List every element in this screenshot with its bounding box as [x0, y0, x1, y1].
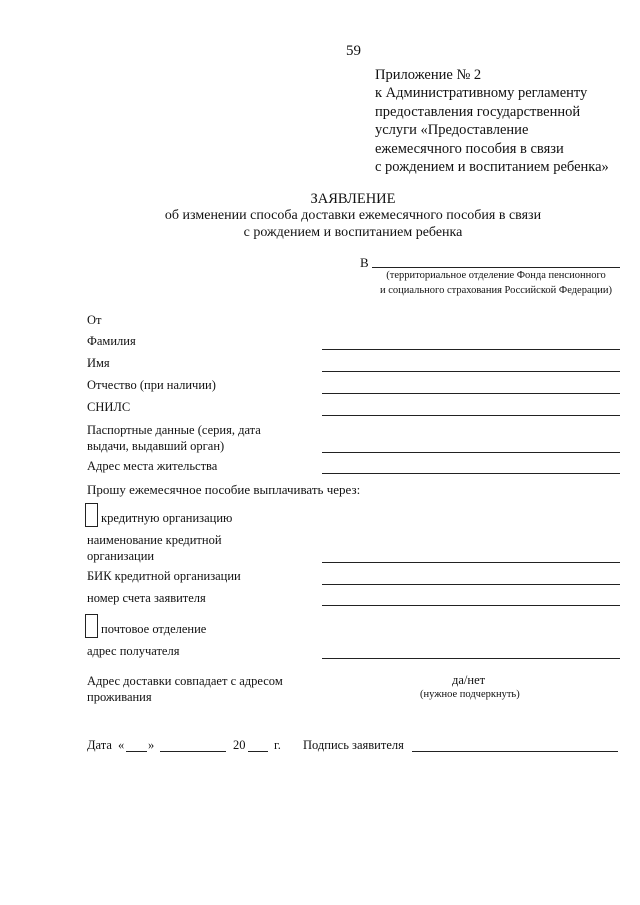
bik-field[interactable]	[322, 584, 620, 585]
snils-field[interactable]	[322, 415, 620, 416]
annex-line: к Административному регламенту	[375, 85, 588, 102]
annex-line: ежемесячного пособия в связи	[375, 140, 564, 157]
annex-block	[375, 66, 609, 176]
bik-label: БИК кредитной организации	[87, 569, 241, 583]
delivery-hint: (нужное подчеркнуть)	[420, 689, 520, 700]
recipient-address-field[interactable]	[322, 658, 620, 659]
date-month-field[interactable]	[160, 751, 226, 752]
recipient-prefix: В	[360, 255, 369, 270]
surname-label: Фамилия	[87, 334, 136, 348]
credit-org-label: кредитную организацию	[101, 511, 233, 525]
date-open-quote: «	[118, 738, 125, 752]
passport-field[interactable]	[322, 452, 620, 453]
credit-org-name-field[interactable]	[322, 562, 620, 563]
recipient-note-line1: (территориальное отделение Фонда пенсионного	[386, 270, 606, 281]
name-label: Имя	[87, 356, 110, 370]
annex-line: предоставления государственной	[375, 103, 581, 120]
account-label: номер счета заявителя	[87, 591, 206, 605]
date-label: Дата	[87, 738, 112, 752]
signature-label: Подпись заявителя	[303, 738, 404, 752]
date-day-field[interactable]	[126, 751, 147, 752]
date-year-suffix: г.	[274, 738, 281, 752]
credit-org-name-label: наименование кредитной организации	[87, 533, 222, 563]
surname-field[interactable]	[322, 349, 620, 350]
delivery-answer[interactable]: да/нет	[452, 673, 486, 687]
recipient-note-line2: и социального страхования Российской Федерации)	[380, 285, 612, 296]
page-number: 59	[346, 43, 361, 59]
post-office-checkbox[interactable]	[85, 614, 98, 638]
recipient-address-label: адрес получателя	[87, 644, 180, 658]
recipient-note	[372, 268, 620, 298]
account-field[interactable]	[322, 605, 620, 606]
date-year-field[interactable]	[248, 751, 268, 752]
credit-org-checkbox[interactable]	[85, 503, 98, 527]
delivery-match-label: Адрес доставки совпадает с адресом проживания	[87, 674, 283, 704]
document-title: ЗАЯВЛЕНИЕ	[310, 191, 396, 207]
snils-label: СНИЛС	[87, 400, 131, 414]
document-subtitle-line1: об изменении способа доставки ежемесячного пособия в связи	[164, 208, 542, 223]
name-field[interactable]	[322, 371, 620, 372]
post-office-label: почтовое отделение	[101, 622, 207, 636]
address-field[interactable]	[322, 473, 620, 474]
document-subtitle-line2: с рождением и воспитанием ребенка	[243, 225, 463, 240]
passport-label: Паспортные данные (серия, дата выдачи, выдавший орган)	[87, 423, 261, 453]
request-text: Прошу ежемесячное пособие выплачивать через:	[87, 482, 361, 497]
patronymic-label: Отчество (при наличии)	[87, 378, 216, 392]
from-label: От	[87, 313, 102, 327]
annex-line: Приложение № 2	[375, 67, 482, 83]
annex-line: с рождением и воспитанием ребенка»	[375, 159, 609, 176]
date-close-quote: »	[148, 738, 155, 752]
patronymic-field[interactable]	[322, 393, 620, 394]
address-label: Адрес места жительства	[87, 459, 218, 473]
date-year-prefix: 20	[233, 738, 246, 752]
signature-field[interactable]	[412, 751, 618, 752]
annex-line: услуги «Предоставление	[375, 122, 529, 139]
